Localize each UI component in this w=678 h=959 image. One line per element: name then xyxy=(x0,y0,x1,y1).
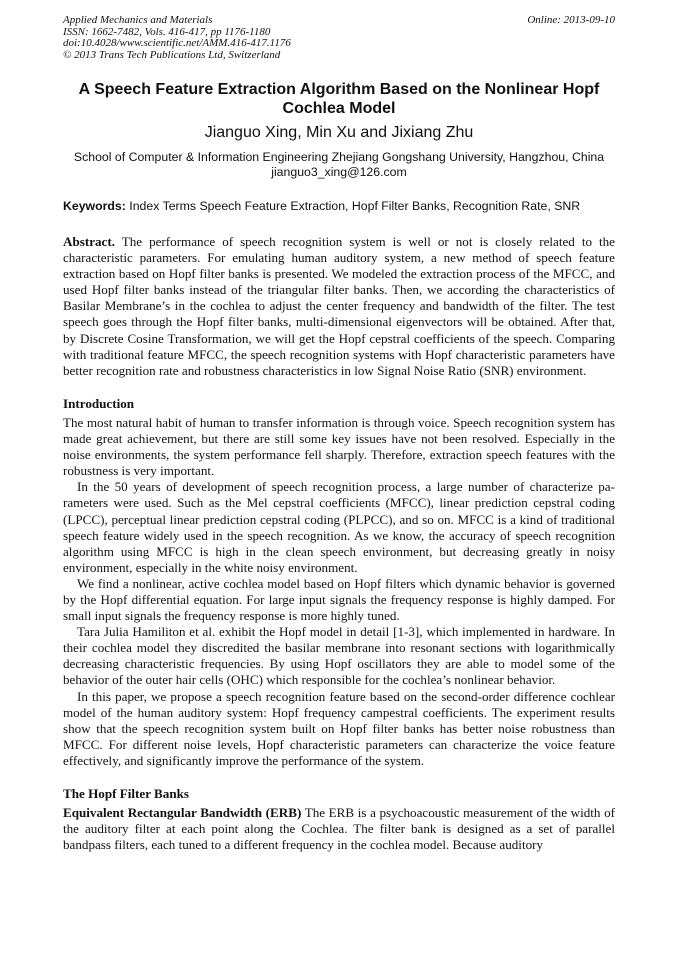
erb-label: Equivalent Rectangular Bandwidth (ERB) xyxy=(63,805,302,821)
affiliation-block xyxy=(40,150,638,180)
doi: doi:10.4028/www.scientific.net/AMM.416-417.1176 xyxy=(63,37,291,49)
email: jianguo3_xing@126.com xyxy=(271,165,407,179)
copyright: © 2013 Trans Tech Publications Ltd, Switzerland xyxy=(63,48,281,61)
keywords-text: Index Terms Speech Feature Extraction, Hopf Filter Banks, Recognition Rate, SNR xyxy=(125,199,581,213)
abstract-label: Abstract. xyxy=(63,234,115,249)
online-date: Online: 2013-09-10 xyxy=(527,14,615,26)
abstract-text: The performance of speech recognition system is well or not is closely related to the characteristic parameters. For emulating human auditory system, a new method of speech feature extraction based on Hopf filter banks is presented. We modeled the extraction process of the MFCC, and used Hopf filter banks instead of the triangular filter banks. Then, we according the characteristics of Basilar Membrane’s in the cochlea to adjust the center frequency and bandwidth of the filter. The test speech goes through the Hopf filter banks, multi-dimensional eigenvectors will be obtained. After that, by Discrete Cosine Transformation, we will get the Hopf cepstral coefficients of the speech. Comparing with traditional feature MFCC, the speech recognition systems with Hopf characteristic parameters have better recognition rate and robustness characteristics in low Signal Noise Ratio (SNR) environment. xyxy=(63,234,615,378)
journal-name: Applied Mechanics and Materials xyxy=(63,14,213,26)
authors: Jianguo Xing, Min Xu and Jixiang Zhu xyxy=(204,124,474,141)
keywords-label: Keywords: xyxy=(63,199,126,213)
intro-paragraph: In this paper, we propose a speech recognition feature based on the second-order difference cochlear model of the human auditory system: Hopf frequency campestral coefficients. The experiment results show that the speech recognition system built on Hopf filter banks has better noise robustness than MFCC. For different noise levels, Hopf characteristic parameters can characterize the voice feature effectively, and significantly improve the performance of the system. xyxy=(63,688,615,768)
erb-text: The ERB is a psychoacoustic measurement of the width of the auditory filter at each point along the Cochlea. The filter bank is designed as a set of parallel bandpass filters, each tuned to a different frequency in the cochlea model. Because auditory xyxy=(63,805,615,853)
intro-paragraph: The most natural habit of human to transfer information is through voice. Speech recognition system has made great achievement, but there are still some key issues have not been resolved. Especially in the noise environments, the system performance fell sharply. Therefore, extraction speech features with the robustness is very important. xyxy=(63,414,615,479)
body-text xyxy=(63,234,615,853)
intro-paragraph: We find a nonlinear, active cochlea model based on Hopf filters which dynamic behavior is governed by the Hopf differential equation. For large input signals the frequency response is highly damped. For small input signals the frequency response is more highly tuned. xyxy=(63,575,615,624)
paper-title: A Speech Feature Extraction Algorithm Based on the Nonlinear Hopf Cochlea Model xyxy=(78,81,600,117)
running-header xyxy=(63,15,615,61)
issn: ISSN: 1662-7482, Vols. 416-417, pp 1176-1180 xyxy=(63,25,271,38)
erb-paragraph xyxy=(63,805,615,853)
intro-paragraph: In the 50 years of development of speech recognition process, a large number of characterize parameters were used. Such as the Mel cepstral coefficients (MFCC), linear prediction cepstral coding (LPCC), perceptual linear prediction cepstral coding (PLPCC), and so on. MFCC is a kind of traditional speech feature widely used in the speech recognition. As we know, the accuracy of speech recognition algorithm using MFCC is high in the clean speech environment, but decreasing greatly in noisy environment, especially in the white noisy environment. xyxy=(63,479,615,575)
abstract xyxy=(63,234,615,379)
keywords xyxy=(63,199,623,213)
affiliation: School of Computer & Information Engineering Zhejiang Gongshang University, Hangzhou, China xyxy=(73,150,605,164)
introduction-heading: Introduction xyxy=(63,395,135,411)
hopf-section-heading: The Hopf Filter Banks xyxy=(63,786,189,801)
intro-paragraph: Tara Julia Hamiliton et al. exhibit the Hopf model in detail [1-3], which implemented in hardware. In their cochlea model they discredited the basilar membrane into resonant sections with logarithmically decreasing characteristic frequencies. By using Hopf oscillators they are able to model some of the behavior of the outer hair cells (OHC) which responsible for the cochlea’s nonlinear behavior. xyxy=(63,624,615,688)
